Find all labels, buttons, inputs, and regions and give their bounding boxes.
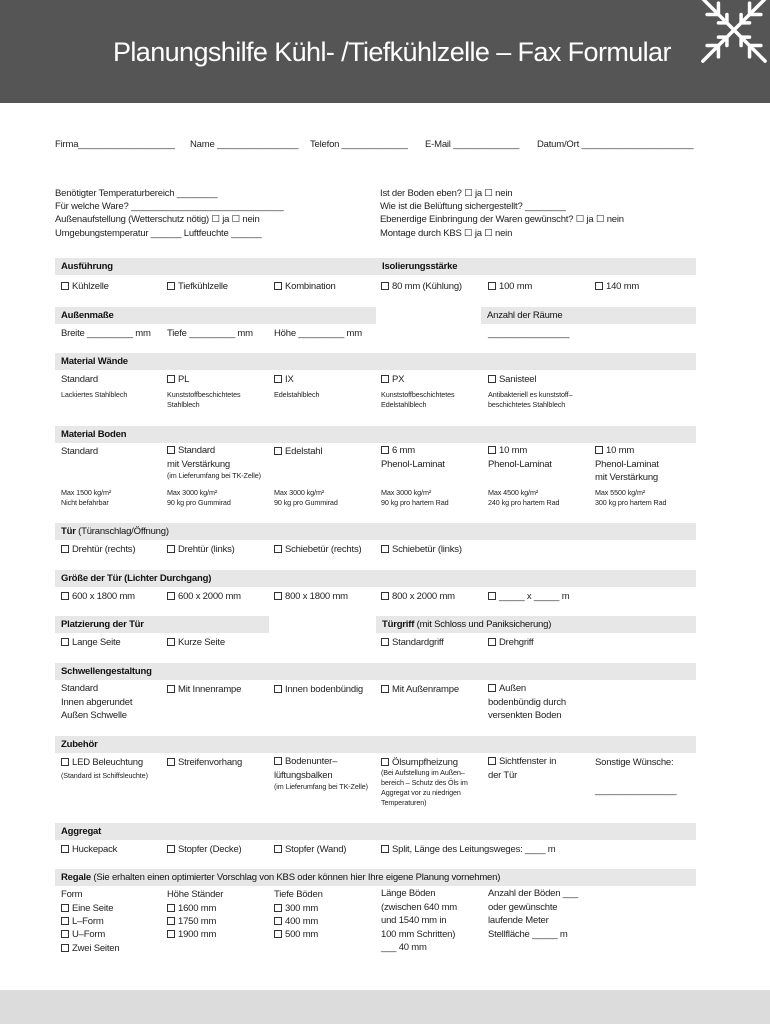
checkbox[interactable] bbox=[274, 757, 282, 765]
option-sanisteel[interactable]: Sanisteel bbox=[488, 374, 536, 385]
option-tiefkuehlzelle[interactable]: Tiefkühlzelle bbox=[167, 281, 228, 292]
checkbox[interactable] bbox=[61, 930, 69, 938]
section-material-boden: Material Boden bbox=[55, 426, 696, 443]
option-innen-bodenbuendig[interactable]: Innen bodenbündig bbox=[274, 684, 363, 695]
option-px[interactable]: PX bbox=[381, 374, 404, 385]
page-footer bbox=[0, 990, 770, 1024]
section-tuergroesse: Größe der Tür (Lichter Durchgang) bbox=[55, 570, 696, 587]
option-boden-10mm-verstaerkt[interactable]: 10 mm Phenol-Laminat mit Verstärkung bbox=[595, 445, 659, 483]
boden-load-note: Max 4500 kg/m² 240 kg pro hartem Rad bbox=[488, 488, 560, 507]
breite-field[interactable]: Breite _________ mm bbox=[61, 328, 151, 339]
option-standardgriff[interactable]: Standardgriff bbox=[381, 637, 444, 648]
boden-standard: Standard bbox=[61, 446, 98, 457]
option-boden-6mm[interactable]: 6 mm Phenol-Laminat bbox=[381, 445, 445, 470]
belueftung-field[interactable]: Wie ist die Belüftung sichergestellt? ________ bbox=[380, 201, 566, 212]
checkbox[interactable] bbox=[167, 930, 175, 938]
checkbox[interactable] bbox=[488, 684, 496, 692]
option-kuehlzelle[interactable]: Kühlzelle bbox=[61, 281, 109, 292]
firma-field[interactable]: Firma___________________ bbox=[55, 139, 175, 150]
telefon-field[interactable]: Telefon _____________ bbox=[310, 139, 408, 150]
option-boden-verstaerkung[interactable]: Standard mit Verstärkung bbox=[167, 445, 230, 470]
section-aggregat: Aggregat bbox=[55, 823, 696, 840]
checkbox[interactable] bbox=[381, 592, 389, 600]
checkbox[interactable] bbox=[61, 758, 69, 766]
regale-laenge-field[interactable]: Länge Böden (zwischen 640 mm und 1540 mm in 100 mm Schritten) ___ 40 mm bbox=[381, 888, 457, 953]
checkbox[interactable] bbox=[274, 917, 282, 925]
checkbox[interactable] bbox=[61, 592, 69, 600]
checkbox[interactable] bbox=[488, 638, 496, 646]
checkbox[interactable] bbox=[61, 944, 69, 952]
waende-standard: Standard bbox=[61, 374, 98, 385]
section-tuer: Tür (Türanschlag/Öffnung) bbox=[55, 523, 696, 540]
checkbox[interactable] bbox=[167, 375, 175, 383]
option-800x2000[interactable]: 800 x 2000 mm bbox=[381, 591, 455, 602]
option-300mm[interactable]: 300 mm bbox=[274, 903, 318, 914]
led-note: (Standard ist Schiffsleuchte) bbox=[61, 771, 148, 780]
checkbox[interactable] bbox=[274, 930, 282, 938]
checkbox[interactable] bbox=[167, 282, 175, 290]
checkbox[interactable] bbox=[61, 282, 69, 290]
option-kurze-seite[interactable]: Kurze Seite bbox=[167, 637, 225, 648]
option-boden-10mm[interactable]: 10 mm Phenol-Laminat bbox=[488, 445, 552, 470]
tiefe-field[interactable]: Tiefe _________ mm bbox=[167, 328, 253, 339]
checkbox[interactable] bbox=[381, 758, 389, 766]
boden-load-note: Max 3000 kg/m² 90 kg pro hartem Rad bbox=[381, 488, 449, 507]
option-oelsumpfheizung[interactable]: Ölsumpfheizung bbox=[381, 757, 458, 768]
option-boden-edelstahl[interactable]: Edelstahl bbox=[274, 446, 322, 457]
checkbox[interactable] bbox=[274, 447, 282, 455]
ware-field[interactable]: Für welche Ware? ______________________________ bbox=[55, 201, 284, 212]
checkbox[interactable] bbox=[595, 282, 603, 290]
checkbox[interactable] bbox=[167, 904, 175, 912]
checkbox[interactable] bbox=[381, 545, 389, 553]
checkbox[interactable] bbox=[274, 845, 282, 853]
checkbox[interactable] bbox=[61, 904, 69, 912]
pl-note: Kunststoffbeschichtetes Stahlblech bbox=[167, 390, 241, 409]
page-title: Planungshilfe Kühl- /Tiefkühlzelle – Fax Formular bbox=[113, 37, 671, 67]
option-huckepack[interactable]: Huckepack bbox=[61, 844, 117, 855]
montage-field[interactable]: Montage durch KBS ☐ ja ☐ nein bbox=[380, 228, 513, 239]
checkbox[interactable] bbox=[167, 638, 175, 646]
boden-load-note: Max 3000 kg/m² 90 kg pro Gummirad bbox=[274, 488, 338, 507]
umgebung-field[interactable]: Umgebungstemperatur ______ Luftfeuchte ______ bbox=[55, 228, 262, 239]
checkbox[interactable] bbox=[595, 446, 603, 454]
option-drehtuer-links[interactable]: Drehtür (links) bbox=[167, 544, 235, 555]
option-800x1800[interactable]: 800 x 1800 mm bbox=[274, 591, 348, 602]
schwelle-standard: Standard Innen abgerundet Außen Schwelle bbox=[61, 683, 133, 721]
checkbox[interactable] bbox=[381, 446, 389, 454]
checkbox[interactable] bbox=[381, 638, 389, 646]
option-drehtuer-rechts[interactable]: Drehtür (rechts) bbox=[61, 544, 135, 555]
ix-note: Edelstahlblech bbox=[274, 390, 320, 399]
einbringung-field[interactable]: Ebenerdige Einbringung der Waren gewünscht? ☐ ja ☐ nein bbox=[380, 214, 624, 225]
section-isolierung: Isolierungsstärke bbox=[376, 258, 696, 275]
option-custom-size[interactable]: _____ x _____ m bbox=[488, 591, 569, 602]
checkbox[interactable] bbox=[167, 845, 175, 853]
regale-tiefe-label: Tiefe Böden bbox=[274, 889, 323, 900]
section-ausfuehrung: Ausführung bbox=[55, 258, 376, 275]
option-100mm[interactable]: 100 mm bbox=[488, 281, 532, 292]
option-aussen-bodenbuendig[interactable]: Außen bodenbündig durch versenkten Boden bbox=[488, 683, 566, 721]
option-600x2000[interactable]: 600 x 2000 mm bbox=[167, 591, 241, 602]
checkbox[interactable] bbox=[61, 845, 69, 853]
snowflake-icon bbox=[682, 0, 770, 76]
checkbox[interactable] bbox=[61, 638, 69, 646]
checkbox[interactable] bbox=[274, 375, 282, 383]
option-zwei-seiten[interactable]: Zwei Seiten bbox=[61, 943, 119, 954]
section-platzierung: Platzierung der Tür bbox=[55, 616, 269, 633]
option-drehgriff[interactable]: Drehgriff bbox=[488, 637, 533, 648]
sonstige-label: Sonstige Wünsche: bbox=[595, 757, 674, 768]
checkbox[interactable] bbox=[488, 757, 496, 765]
option-schiebetuer-rechts[interactable]: Schiebetür (rechts) bbox=[274, 544, 361, 555]
option-l-form[interactable]: L–Form bbox=[61, 916, 104, 927]
checkbox[interactable] bbox=[61, 917, 69, 925]
section-material-waende: Material Wände bbox=[55, 353, 696, 370]
anzahl-raeume-label: Anzahl der Räume bbox=[481, 307, 696, 324]
option-eine-seite[interactable]: Eine Seite bbox=[61, 903, 113, 914]
checkbox[interactable] bbox=[167, 446, 175, 454]
checkbox[interactable] bbox=[167, 545, 175, 553]
option-ix[interactable]: IX bbox=[274, 374, 294, 385]
sanisteel-note: Antibakteriell es kunststoff– beschichtetes Stahlblech bbox=[488, 390, 573, 409]
datum-ort-field[interactable]: Datum/Ort ______________________ bbox=[537, 139, 694, 150]
boden-load-note: Max 3000 kg/m² 90 kg pro Gummirad bbox=[167, 488, 231, 507]
option-400mm[interactable]: 400 mm bbox=[274, 916, 318, 927]
checkbox[interactable] bbox=[381, 685, 389, 693]
checkbox[interactable] bbox=[488, 375, 496, 383]
boden-load-note: Max 5500 kg/m² 300 kg pro hartem Rad bbox=[595, 488, 667, 507]
option-innenrampe[interactable]: Mit Innenrampe bbox=[167, 684, 241, 695]
checkbox[interactable] bbox=[167, 592, 175, 600]
hoehe-field[interactable]: Höhe _________ mm bbox=[274, 328, 362, 339]
option-sichtfenster[interactable]: Sichtfenster in der Tür bbox=[488, 756, 557, 781]
option-kombination[interactable]: Kombination bbox=[274, 281, 336, 292]
checkbox[interactable] bbox=[274, 904, 282, 912]
checkbox[interactable] bbox=[488, 282, 496, 290]
checkbox[interactable] bbox=[274, 282, 282, 290]
checkbox[interactable] bbox=[488, 592, 496, 600]
option-streifenvorhang[interactable]: Streifenvorhang bbox=[167, 757, 242, 768]
checkbox[interactable] bbox=[381, 375, 389, 383]
checkbox[interactable] bbox=[61, 545, 69, 553]
boden-load-note: Max 1500 kg/m² Nicht befahrbar bbox=[61, 488, 112, 507]
section-tuergriff: Türgriff (mit Schloss und Paniksicherung) bbox=[376, 616, 696, 633]
checkbox[interactable] bbox=[274, 545, 282, 553]
temperature-field[interactable]: Benötigter Temperaturbereich ________ bbox=[55, 188, 218, 199]
checkbox[interactable] bbox=[274, 592, 282, 600]
option-stopfer-wand[interactable]: Stopfer (Wand) bbox=[274, 844, 346, 855]
email-field[interactable]: E-Mail _____________ bbox=[425, 139, 520, 150]
aussenaufstellung-field[interactable]: Außenaufstellung (Wetterschutz nötig) ☐ ja ☐ nein bbox=[55, 214, 260, 225]
px-note: Kunststoffbeschichtetes Edelstahlblech bbox=[381, 390, 455, 409]
regale-form-label: Form bbox=[61, 889, 83, 900]
section-zubehoer: Zubehör bbox=[55, 736, 696, 753]
checkbox[interactable] bbox=[488, 446, 496, 454]
option-stopfer-decke[interactable]: Stopfer (Decke) bbox=[167, 844, 242, 855]
option-1600mm[interactable]: 1600 mm bbox=[167, 903, 216, 914]
checkbox[interactable] bbox=[167, 917, 175, 925]
section-schwelle: Schwellengestaltung bbox=[55, 663, 696, 680]
bodenunter-note: (im Lieferumfang bei TK-Zelle) bbox=[274, 782, 368, 791]
name-field[interactable]: Name ________________ bbox=[190, 139, 299, 150]
regale-anzahl-field[interactable]: Anzahl der Böden ___ oder gewünschte laufende Meter Stellfläche _____ m bbox=[488, 888, 579, 940]
option-schiebetuer-links[interactable]: Schiebetür (links) bbox=[381, 544, 462, 555]
option-600x1800[interactable]: 600 x 1800 mm bbox=[61, 591, 135, 602]
option-lange-seite[interactable]: Lange Seite bbox=[61, 637, 121, 648]
regale-hoehe-label: Höhe Ständer bbox=[167, 889, 224, 900]
checkbox[interactable] bbox=[274, 685, 282, 693]
option-1900mm[interactable]: 1900 mm bbox=[167, 929, 216, 940]
option-140mm[interactable]: 140 mm bbox=[595, 281, 639, 292]
option-bodenunterlueftung[interactable]: Bodenunter– lüftungsbalken bbox=[274, 756, 338, 781]
option-1750mm[interactable]: 1750 mm bbox=[167, 916, 216, 927]
checkbox[interactable] bbox=[167, 685, 175, 693]
option-500mm[interactable]: 500 mm bbox=[274, 929, 318, 940]
boden-eben-field[interactable]: Ist der Boden eben? ☐ ja ☐ nein bbox=[380, 188, 513, 199]
option-aussenrampe[interactable]: Mit Außenrampe bbox=[381, 684, 459, 695]
section-regale: Regale (Sie erhalten einen optimierter Vorschlag von KBS oder können hier Ihre eigene Planung vornehmen) bbox=[55, 869, 696, 886]
checkbox[interactable] bbox=[167, 758, 175, 766]
section-aussenmasse: Außenmaße bbox=[55, 307, 376, 324]
option-pl[interactable]: PL bbox=[167, 374, 189, 385]
boden-verstaerkung-note: (im Lieferumfang bei TK-Zelle) bbox=[167, 471, 261, 480]
option-led[interactable]: LED Beleuchtung bbox=[61, 757, 143, 768]
checkbox[interactable] bbox=[381, 282, 389, 290]
option-split[interactable]: Split, Länge des Leitungsweges: ____ m bbox=[381, 844, 556, 855]
checkbox[interactable] bbox=[381, 845, 389, 853]
anzahl-raeume-field[interactable]: ________________ bbox=[488, 328, 570, 339]
option-u-form[interactable]: U–Form bbox=[61, 929, 105, 940]
waende-standard-note: Lackiertes Stahlblech bbox=[61, 390, 128, 399]
option-80mm[interactable]: 80 mm (Kühlung) bbox=[381, 281, 462, 292]
sonstige-field[interactable]: ________________ bbox=[595, 785, 677, 796]
oel-note: (Bei Aufstellung im Außen– bereich – Schutz des Öls im Aggregat vor zu niedrigen Temperaturen) bbox=[381, 768, 468, 807]
